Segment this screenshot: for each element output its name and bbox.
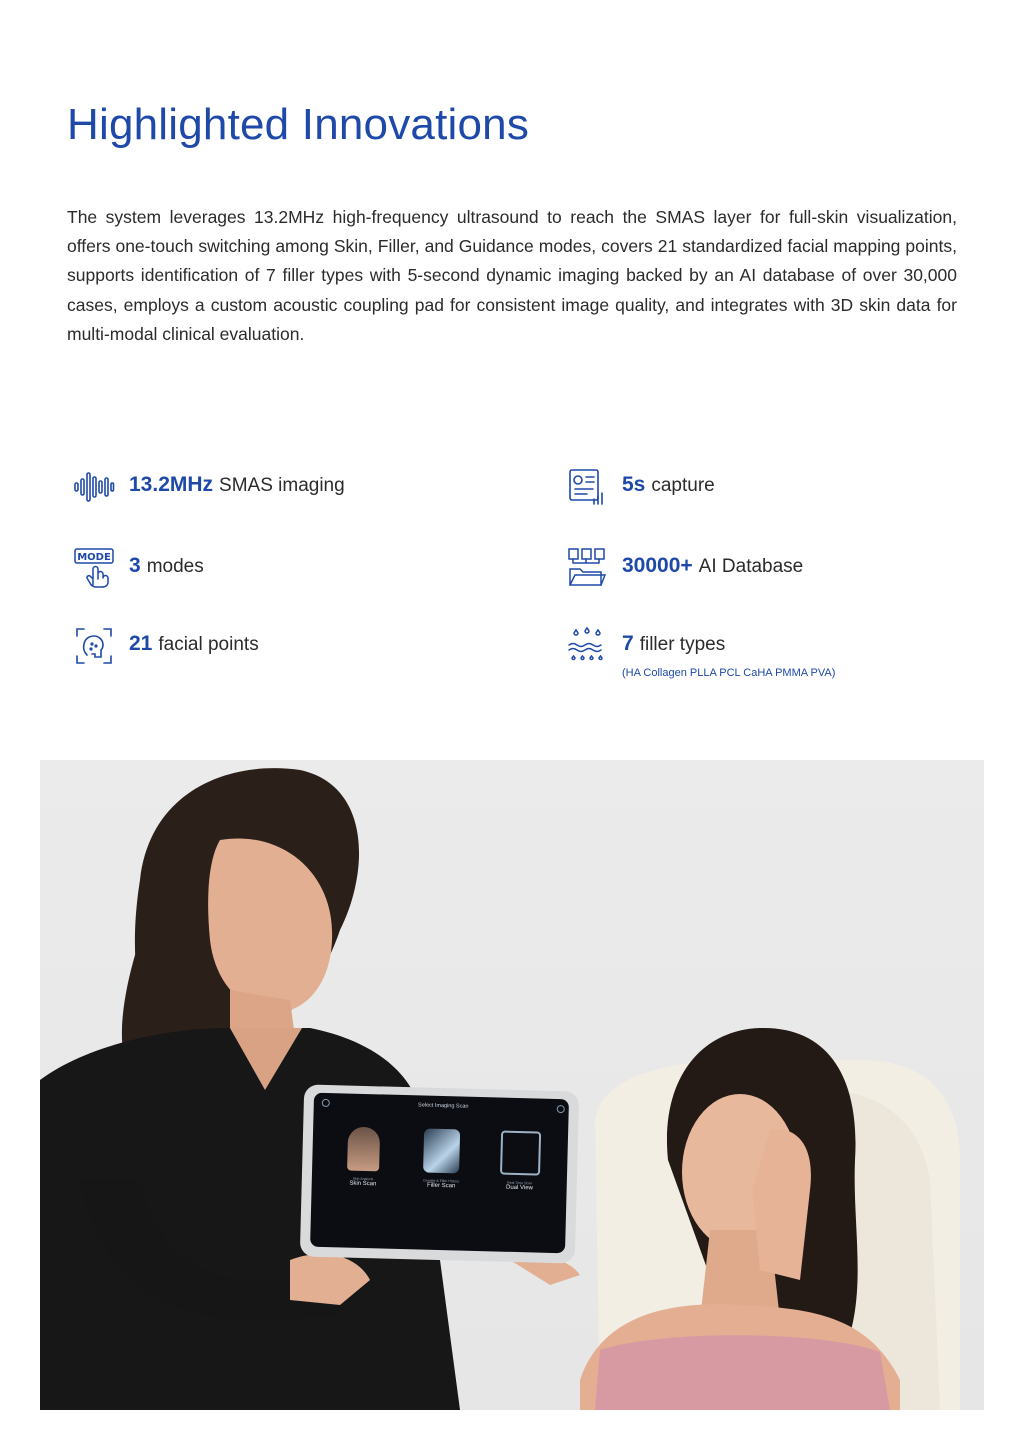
- card-subtitle: Skin Analysis: [352, 1176, 374, 1182]
- feature-label: SMAS imaging: [219, 475, 345, 496]
- vial-thumbnail: [424, 1129, 461, 1174]
- feature-label: capture: [651, 475, 715, 496]
- feature-facial-points: [73, 633, 259, 677]
- feature-frequency: [73, 474, 345, 518]
- card-subtitle: Dosette & Filler History: [423, 1178, 460, 1184]
- screen-capture-icon: [566, 466, 608, 508]
- mode-touch-icon: [73, 547, 115, 589]
- feature-value: 3: [129, 554, 141, 577]
- filler-types-note: (HA Collagen PLLA PCL CaHA PMMA PVA): [622, 667, 836, 679]
- tablet-screen: [312, 1095, 571, 1252]
- feature-label: facial points: [158, 634, 259, 655]
- card-title: Dual View: [505, 1184, 533, 1192]
- feature-label: AI Database: [698, 556, 804, 577]
- feature-capture: [566, 474, 715, 518]
- card-title: Filler Scan: [426, 1182, 456, 1190]
- page-title: Highlighted Innovations: [67, 100, 530, 149]
- face-thumbnail: [347, 1127, 380, 1172]
- hero-photo: [40, 760, 984, 1410]
- feature-value: 5s: [622, 473, 646, 496]
- skin-scan-card[interactable]: [332, 1126, 396, 1188]
- svg-text:MODE: MODE: [77, 552, 111, 563]
- feature-value: 21: [129, 632, 153, 655]
- database-folder-icon: [566, 547, 608, 589]
- dual-view-card[interactable]: [488, 1130, 552, 1192]
- sound-wave-icon: [73, 466, 115, 508]
- feature-label: modes: [146, 556, 204, 577]
- face-scan-icon: [73, 625, 115, 667]
- filler-scan-card[interactable]: [410, 1128, 474, 1190]
- feature-database: [566, 555, 803, 599]
- intro-paragraph: The system leverages 13.2MHz high-frequency ultrasound to reach the SMAS layer for full-skin visualization, offers one-touch switching among Skin, Filler, and Guidance modes, covers 21 standardized facial mapping points, supports identification of 7 filler types with 5-second dynamic imaging backed by an AI database of over 30,000 cases, employs a custom acoustic coupling pad for consistent image quality, and integrates with 3D skin data for multi-modal clinical evaluation.: [67, 207, 957, 344]
- card-subtitle: Real-Time Scan: [507, 1180, 533, 1186]
- feature-label: filler types: [639, 634, 726, 655]
- droplets-icon: [566, 625, 608, 667]
- tablet-header: Select Imaging Scan: [417, 1102, 469, 1110]
- feature-value: 7: [622, 632, 634, 655]
- feature-filler-types: [566, 633, 835, 677]
- feature-modes: [73, 552, 204, 599]
- device-thumbnail: [500, 1131, 541, 1176]
- feature-value: 30000+: [622, 554, 693, 577]
- feature-value: 13.2MHz: [129, 473, 214, 496]
- card-title: Skin Scan: [349, 1180, 377, 1188]
